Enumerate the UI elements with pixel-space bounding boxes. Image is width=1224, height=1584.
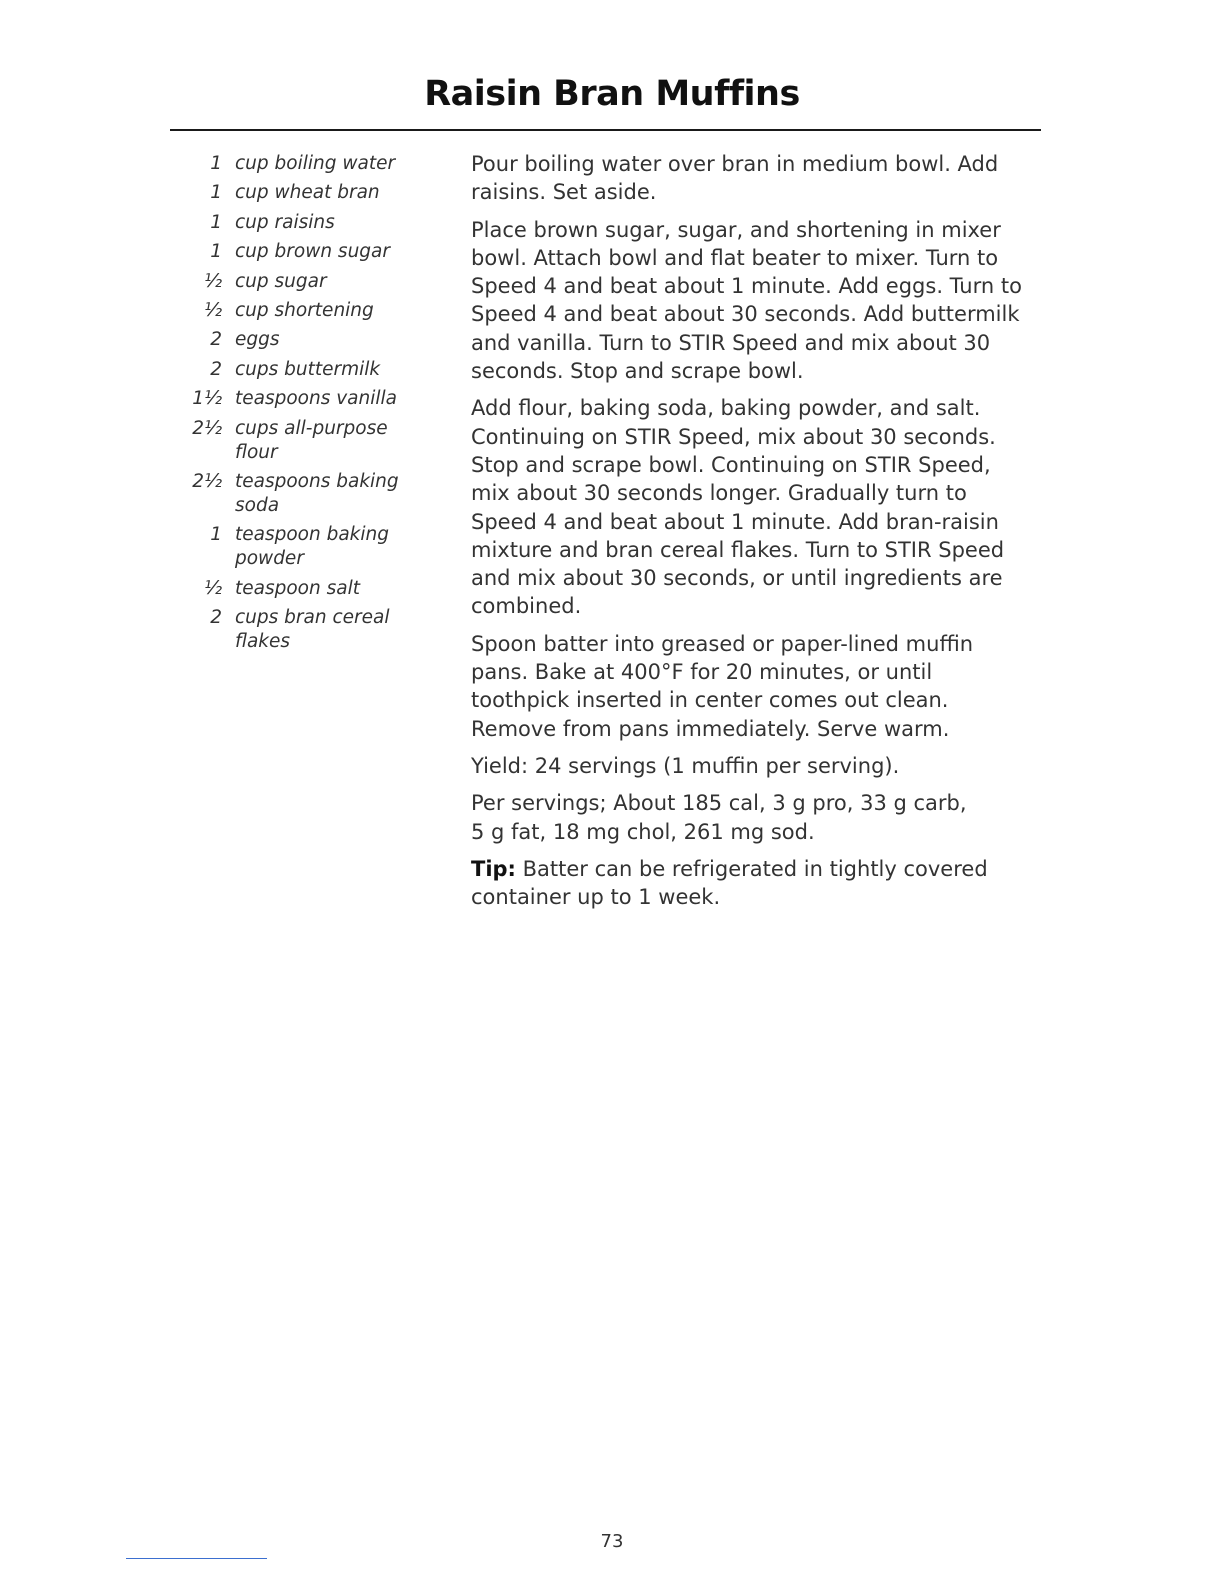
tip xyxy=(471,855,1036,912)
nutrition-line-1: Per servings; About 185 cal, 3 g pro, 33 g carb, xyxy=(471,791,967,816)
ingredient-description: cup shortening xyxy=(235,299,374,321)
ingredient-description: teaspoons vanilla xyxy=(235,388,398,410)
ingredient-item xyxy=(190,328,430,352)
ingredient-description: cup wheat bran xyxy=(235,182,380,204)
instruction-step-3: Add flour, baking soda, baking powder, and salt. Continuing on STIR Speed, mix about 30 seconds. Stop and scrape bowl. Continuing on STIR Speed, mix about 30 seconds longer. Gradually turn to Speed 4 and beat about 1 minute. Add bran-raisin mixture and bran cereal flakes. Turn to STIR Speed and mix about 30 seconds, or until ingredients are combined. xyxy=(471,396,1005,619)
instruction-step-4: Spoon batter into greased or paper-lined muffin pans. Bake at 400°F for 20 minutes, or until toothpick inserted in center comes out clean. Remove from pans immediately. Serve warm. xyxy=(471,631,974,741)
ingredient-quantity: 2½ xyxy=(192,417,222,439)
ingredient-item xyxy=(190,577,430,601)
instruction-step-1: Pour boiling water over bran in medium bowl. Add raisins. Set aside. xyxy=(471,152,999,205)
ingredient-item xyxy=(190,181,430,205)
ingredient-description: eggs xyxy=(235,329,280,351)
ingredient-item xyxy=(190,606,430,654)
ingredient-quantity: 1 xyxy=(210,524,222,546)
ingredient-description: cup brown sugar xyxy=(235,241,390,263)
ingredient-quantity: 2 xyxy=(210,358,222,380)
ingredient-quantity: 1 xyxy=(210,241,222,263)
ingredient-quantity: ½ xyxy=(204,577,222,599)
ingredient-description: cup sugar xyxy=(235,270,327,292)
ingredient-item xyxy=(190,387,430,411)
ingredient-quantity: 1 xyxy=(210,211,222,233)
title-rule xyxy=(170,129,1041,131)
ingredient-item xyxy=(190,417,430,465)
ingredient-quantity: 1½ xyxy=(192,388,222,410)
ingredient-item xyxy=(190,358,430,382)
yield-text: Yield: 24 servings (1 muffin per serving). xyxy=(471,753,900,778)
ingredient-description: teaspoon salt xyxy=(235,577,360,599)
ingredient-description: teaspoons baking soda xyxy=(235,470,399,516)
instruction-step-2: Place brown sugar, sugar, and shortening in mixer bowl. Attach bowl and flat beater to mixer. Turn to Speed 4 and beat about 1 minute. Add eggs. Turn to Speed 4 and beat about 30 seconds. Add buttermilk and vanilla. Turn to STIR Speed and mix about 30 seconds. Stop and scrape bowl. xyxy=(471,217,1022,384)
page-title: Raisin Bran Muffins xyxy=(424,74,800,114)
tip-label: Tip: xyxy=(471,856,516,881)
ingredient-description: cup boiling water xyxy=(235,153,396,174)
tip-text: Batter can be refrigerated in tightly covered container up to 1 week. xyxy=(471,856,988,910)
ingredient-description: teaspoon baking powder xyxy=(235,524,389,570)
page-number: 73 xyxy=(600,1531,624,1552)
ingredient-quantity: ½ xyxy=(204,299,222,321)
ingredient-item xyxy=(190,240,430,264)
ingredient-item xyxy=(190,523,430,571)
ingredient-quantity: 2½ xyxy=(192,470,222,492)
ingredient-item xyxy=(190,299,430,323)
ingredient-item xyxy=(190,211,430,235)
ingredient-description: cups bran cereal flakes xyxy=(235,607,390,653)
ingredient-quantity: 2 xyxy=(210,607,222,629)
instructions xyxy=(471,150,1036,920)
ingredient-description: cups all-purpose flour xyxy=(235,417,388,463)
ingredient-item xyxy=(190,152,430,176)
ingredient-item xyxy=(190,470,430,518)
nutrition-line-2: 5 g fat, 18 mg chol, 261 mg sod. xyxy=(471,819,815,844)
ingredient-list xyxy=(190,152,430,659)
ingredient-item xyxy=(190,270,430,294)
ingredient-quantity: 1 xyxy=(210,153,222,174)
ingredient-quantity: 1 xyxy=(210,182,222,204)
ingredient-quantity: 2 xyxy=(210,329,222,351)
nutrition-info xyxy=(471,789,1036,846)
ingredient-description: cups buttermilk xyxy=(235,358,381,380)
footer-divider xyxy=(126,1558,267,1559)
ingredient-description: cup raisins xyxy=(235,211,335,233)
ingredient-quantity: ½ xyxy=(204,270,222,292)
